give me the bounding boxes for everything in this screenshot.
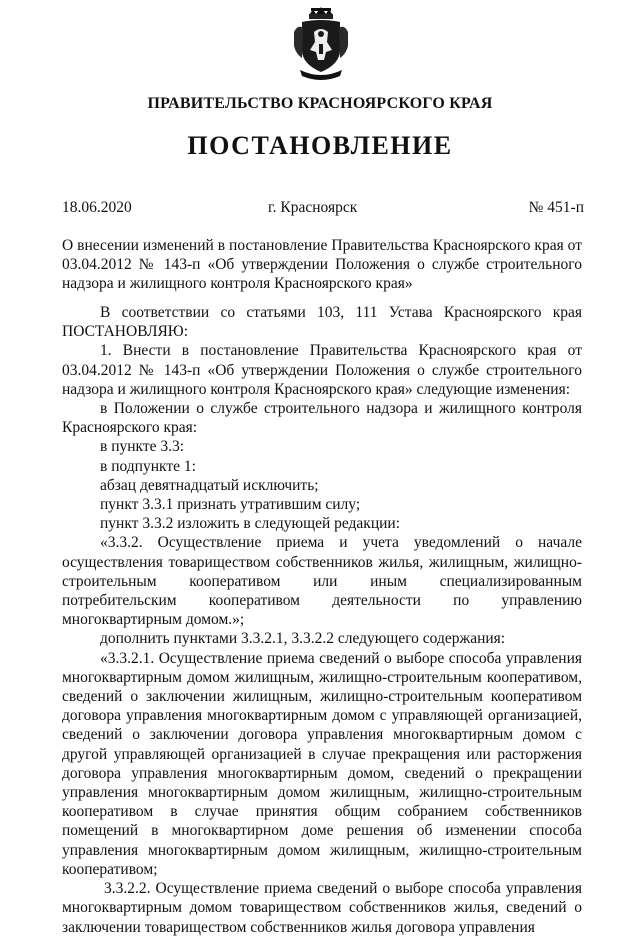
paragraph-invalid: пункт 3.3.1 признать утратившим силу; (100, 496, 361, 514)
document-number: № 451-п (528, 199, 584, 216)
document-city: г. Красноярск (268, 199, 358, 216)
paragraph-exclude: абзац девятнадцатый исключить; (100, 476, 319, 494)
paragraph-new-edition: пункт 3.3.2 изложить в следующей редакции: (100, 515, 401, 533)
document-type-title: ПОСТАНОВЛЕНИЕ (187, 131, 453, 160)
organization-name: ПРАВИТЕЛЬСТВО КРАСНОЯРСКОГО КРАЯ (147, 95, 493, 112)
paragraph-regulation: в Положении о службе строительного надзора и жилищного контроля Красноярского края: (62, 400, 582, 437)
paragraph-point-3-3: в пункте 3.3: (100, 438, 185, 456)
paragraph-3-3-2: «3.3.2. Осуществление приема и учета уведомлений о начале осуществления товариществом собственников жилья, жилищным, жилищно-строительным кооперативом или иным специализированным потребительским кооперативом деятельности по управлению многоквартирным домом.»; (62, 534, 582, 629)
paragraph-preamble: В соответствии со статьями 103, 111 Устава Красноярского края ПОСТАНОВЛЯЮ: (62, 304, 582, 341)
paragraph-item-1: 1. Внести в постановление Правительства Красноярского края от 03.04.2012 № 143-п «Об утверждении Положения о службе строительного надзора и жилищного контроля Красноярского края» следующие изменения: (62, 342, 582, 398)
document-body (62, 303, 582, 937)
paragraph-add-points: дополнить пунктами 3.3.2.1, 3.3.2.2 следующего содержания: (100, 630, 506, 648)
paragraph-3-3-2-1: «3.3.2.1. Осуществление приема сведений о выборе способа управления многоквартирным домом жилищным, жилищно-строительным кооперативом, сведений о заключении жилищным, жилищно-строительным кооперативом договора управления многоквартирным домом с управляющей организацией, сведений о заключении договора управления многоквартирным домом с другой управляющей организацией в случае прекращения или расторжения договора управления многоквартирным домом, сведений о прекращении управления многоквартирным домом жилищным, жилищно-строительным кооперативом в случае принятия общим собранием собственников помещений в многоквартирном доме решения об изменении способа управления многоквартирным домом жилищным, жилищно-строительным кооперативом; (62, 649, 582, 878)
document-date: 18.06.2020 (62, 199, 132, 216)
krasnoyarsk-coat-of-arms-icon (292, 6, 350, 82)
paragraph-3-3-2-2: 3.3.2.2. Осуществление приема сведений о выборе способа управления многоквартирным домом товариществом собственников жилья, сведений о заключении товариществом собственников жилья договора управления (62, 880, 582, 936)
paragraph-subpoint-1: в подпункте 1: (100, 457, 196, 475)
document-subject: О внесении изменений в постановление Правительства Красноярского края от 03.04.2012 № 143-п «Об утверждении Положения о службе строительного надзора и жилищного контроля Красноярского края» (62, 237, 582, 292)
